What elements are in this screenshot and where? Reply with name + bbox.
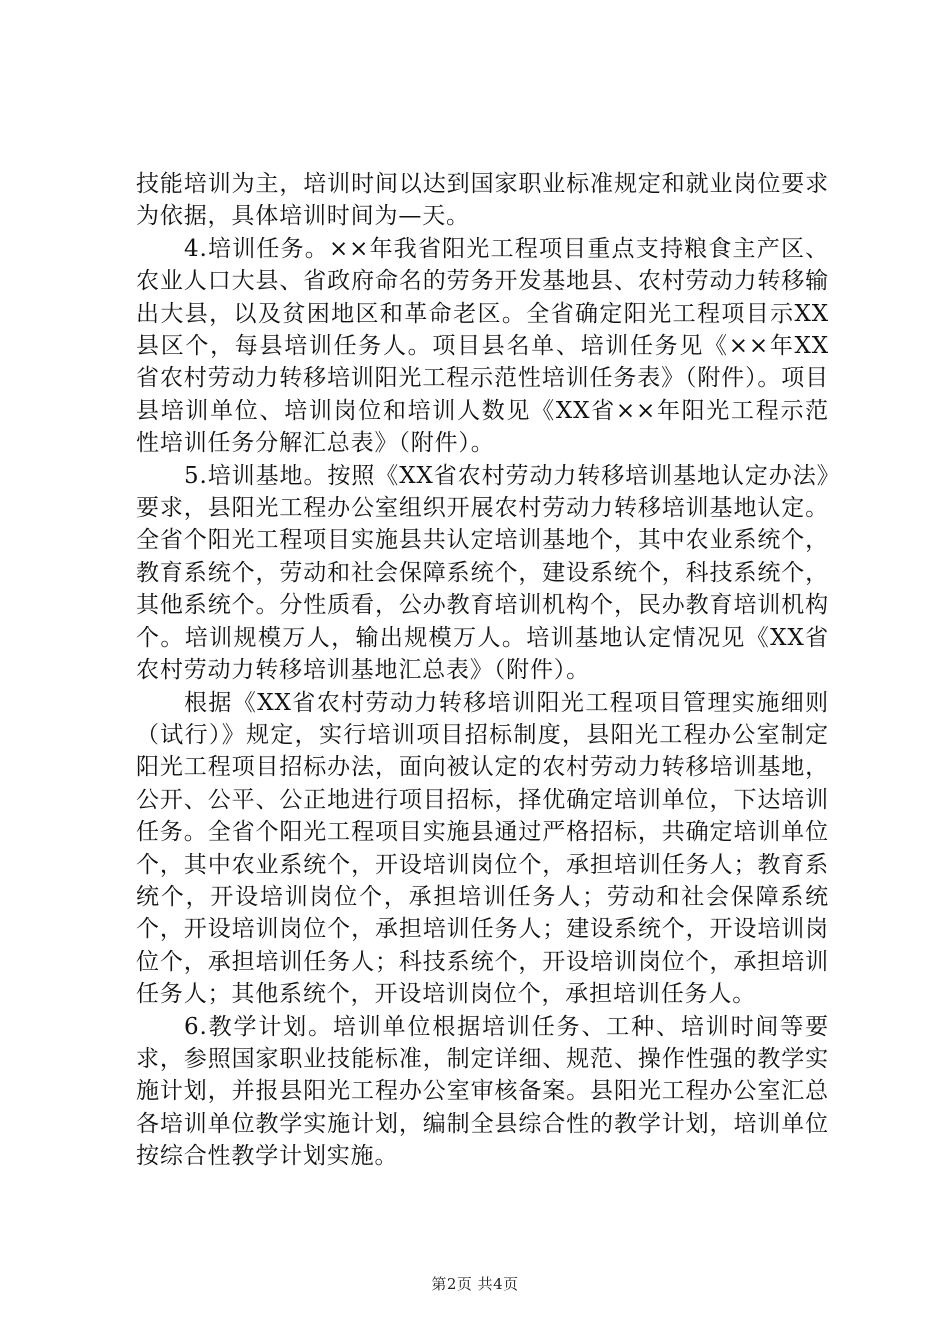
paragraph-training-tasks: 4.培训任务。××年我省阳光工程项目重点支持粮食主产区、农业人口大县、省政府命名的劳务开发基地县、农村劳动力转移输出大县，以及贫困地区和革命老区。全省确定阳光工程项目示XX县区个，每县培训任务人。项目县名单、培训任务见《××年XX省农村劳动力转移培训阳光工程示范性培训任务表》（附件）。项目县培训单位、培训岗位和培训人数见《XX省××年阳光工程示范性培训任务分解汇总表》（附件）。: [136, 235, 829, 457]
page-number-footer: 第2页 共4页: [431, 1275, 519, 1293]
paragraph-teaching-plan: 6.教学计划。培训单位根据培训任务、工种、培训时间等要求，参照国家职业技能标准，制定详细、规范、操作性强的教学实施计划，并报县阳光工程办公室审核备案。县阳光工程办公室汇总各培训单位教学实施计划，编制全县综合性的教学计划，培训单位按综合性教学计划实施。: [136, 1013, 829, 1170]
paragraph-training-bases: 5.培训基地。按照《XX省农村劳动力转移培训基地认定办法》要求，县阳光工程办公室组织开展农村劳动力转移培训基地认定。全省个阳光工程项目实施县共认定培训基地个，其中农业系统个，教育系统个，劳动和社会保障系统个，建设系统个，科技系统个，其他系统个。分性质看，公办教育培训机构个，民办教育培训机构个。培训规模万人，输出规模万人。培训基地认定情况见《XX省农村劳动力转移培训基地汇总表》（附件）。: [136, 462, 829, 684]
paragraph-project-bidding: 根据《XX省农村劳动力转移培训阳光工程项目管理实施细则（试行）》规定，实行培训项目招标制度，县阳光工程办公室制定阳光工程项目招标办法，面向被认定的农村劳动力转移培训基地，公开、公平、公正地进行项目招标，择优确定培训单位，下达培训任务。全省个阳光工程项目实施县通过严格招标，共确定培训单位个，其中农业系统个，开设培训岗位个，承担培训任务人；教育系统个，开设培训岗位个，承担培训任务人；劳动和社会保障系统个，开设培训岗位个，承担培训任务人；建设系统个，开设培训岗位个，承担培训任务人；科技系统个，开设培训岗位个，承担培训任务人；其他系统个，开设培训岗位个，承担培训任务人。: [136, 689, 829, 1008]
paragraph-continuation: 技能培训为主，培训时间以达到国家职业标准规定和就业岗位要求为依据，具体培训时间为—天。: [136, 171, 829, 230]
document-body: [136, 168, 829, 1173]
